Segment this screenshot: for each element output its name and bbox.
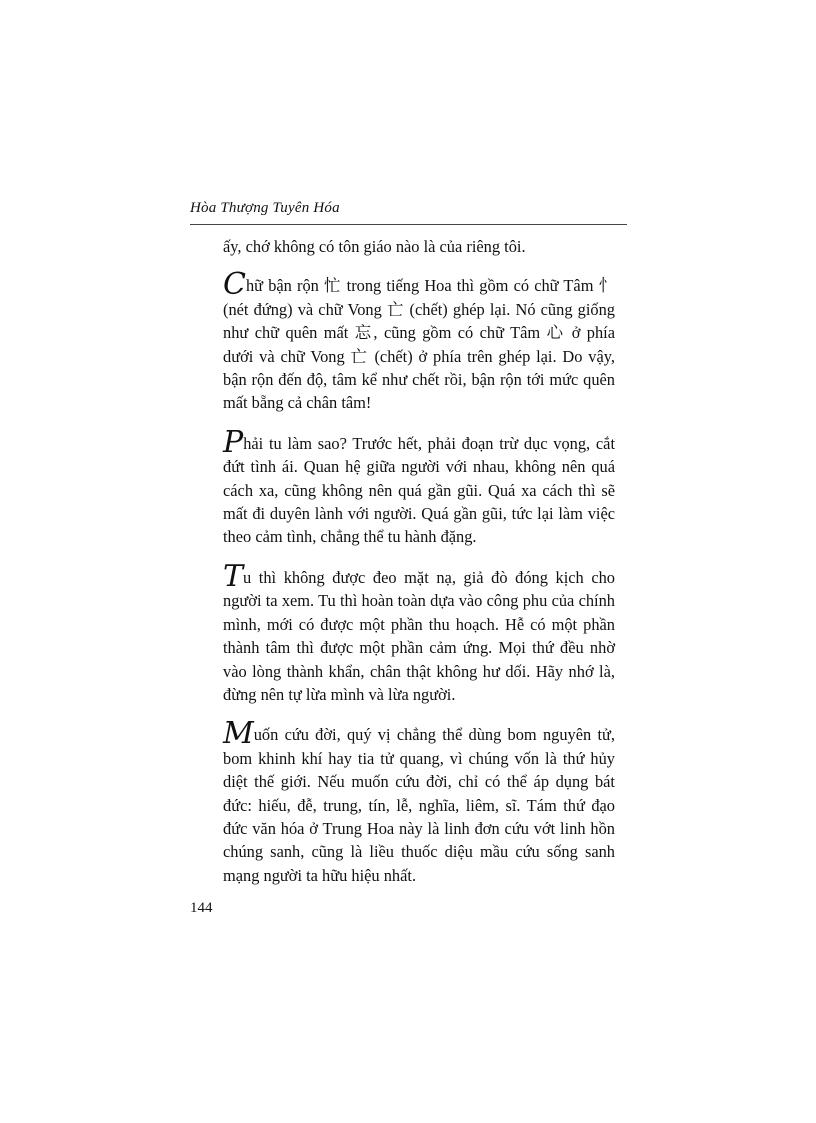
page-number: 144 bbox=[190, 900, 213, 916]
paragraph-5-text: uốn cứu đời, quý vị chẳng thể dùng bom nguyên tử, bom khinh khí hay tia tử quang, vì chúng vốn là thứ hủy diệt thế giới. Nếu muốn cứu đời, chỉ có thể áp dụng bát đức: hiếu, đễ, trung, tín, lễ, nghĩa, liêm, sĩ. Tám thứ đạo đức văn hóa ở Trung Hoa này là linh đơn cứu vớt linh hồn chúng sanh, cũng là liều thuốc diệu mầu cứu sống sanh mạng người ta hữu hiệu nhất. bbox=[223, 725, 615, 885]
paragraph-1-text: ấy, chớ không có tôn giáo nào là của riêng tôi. bbox=[223, 237, 526, 256]
paragraph-2-dropcap: C bbox=[223, 267, 246, 303]
body-text bbox=[223, 235, 615, 904]
paragraph-4-dropcap: T bbox=[223, 558, 244, 594]
paragraph-3-dropcap: P bbox=[223, 424, 244, 460]
paragraph-4-text: u thì không được đeo mặt nạ, giả đò đóng kịch cho người ta xem. Tu thì hoàn toàn dựa vào công phu của chính mình, mới có được một phần thu hoạch. Hễ có một phần thành tâm thì được một phần cảm ứng. Mọi thứ đều nhờ vào lòng thành khẩn, chân thật không hư dối. Hãy nhớ là, đừng nên tự lừa mình và lừa người. bbox=[223, 567, 615, 704]
paragraph-5-dropcap: M bbox=[223, 716, 254, 752]
paragraph-2 bbox=[223, 267, 615, 414]
paragraph-1 bbox=[223, 235, 615, 258]
paragraph-3 bbox=[223, 424, 615, 549]
paragraph-2-text: hữ bận rộn 忙 trong tiếng Hoa thì gồm có chữ Tâm 忄 (nét đứng) và chữ Vong 亡 (chết) ghép lại. Nó cũng giống như chữ quên mất 忘, cũng gồm có chữ Tâm 心 ở phía dưới và chữ Vong 亡 (chết) ở phía trên ghép lại. Do vậy, bận rộn đến độ, tâm kể như chết rồi, bận rộn tới mức quên mất bẵng cả chân tâm! bbox=[223, 276, 615, 413]
header-rule bbox=[190, 224, 627, 225]
paragraph-5 bbox=[223, 716, 615, 887]
paragraph-3-text: hải tu làm sao? Trước hết, phải đoạn trừ dục vọng, cắt đứt tình ái. Quan hệ giữa người với nhau, không nên quá cách xa, cũng không nên quá gần gũi. Quá xa cách thì sẽ mất đi duyên lành với người. Quá gần gũi, tức lại làm việc theo cảm tình, chẳng thể tu hành đặng. bbox=[223, 433, 615, 547]
paragraph-4 bbox=[223, 558, 615, 706]
running-header-title: Hòa Thượng Tuyên Hóa bbox=[190, 200, 340, 216]
